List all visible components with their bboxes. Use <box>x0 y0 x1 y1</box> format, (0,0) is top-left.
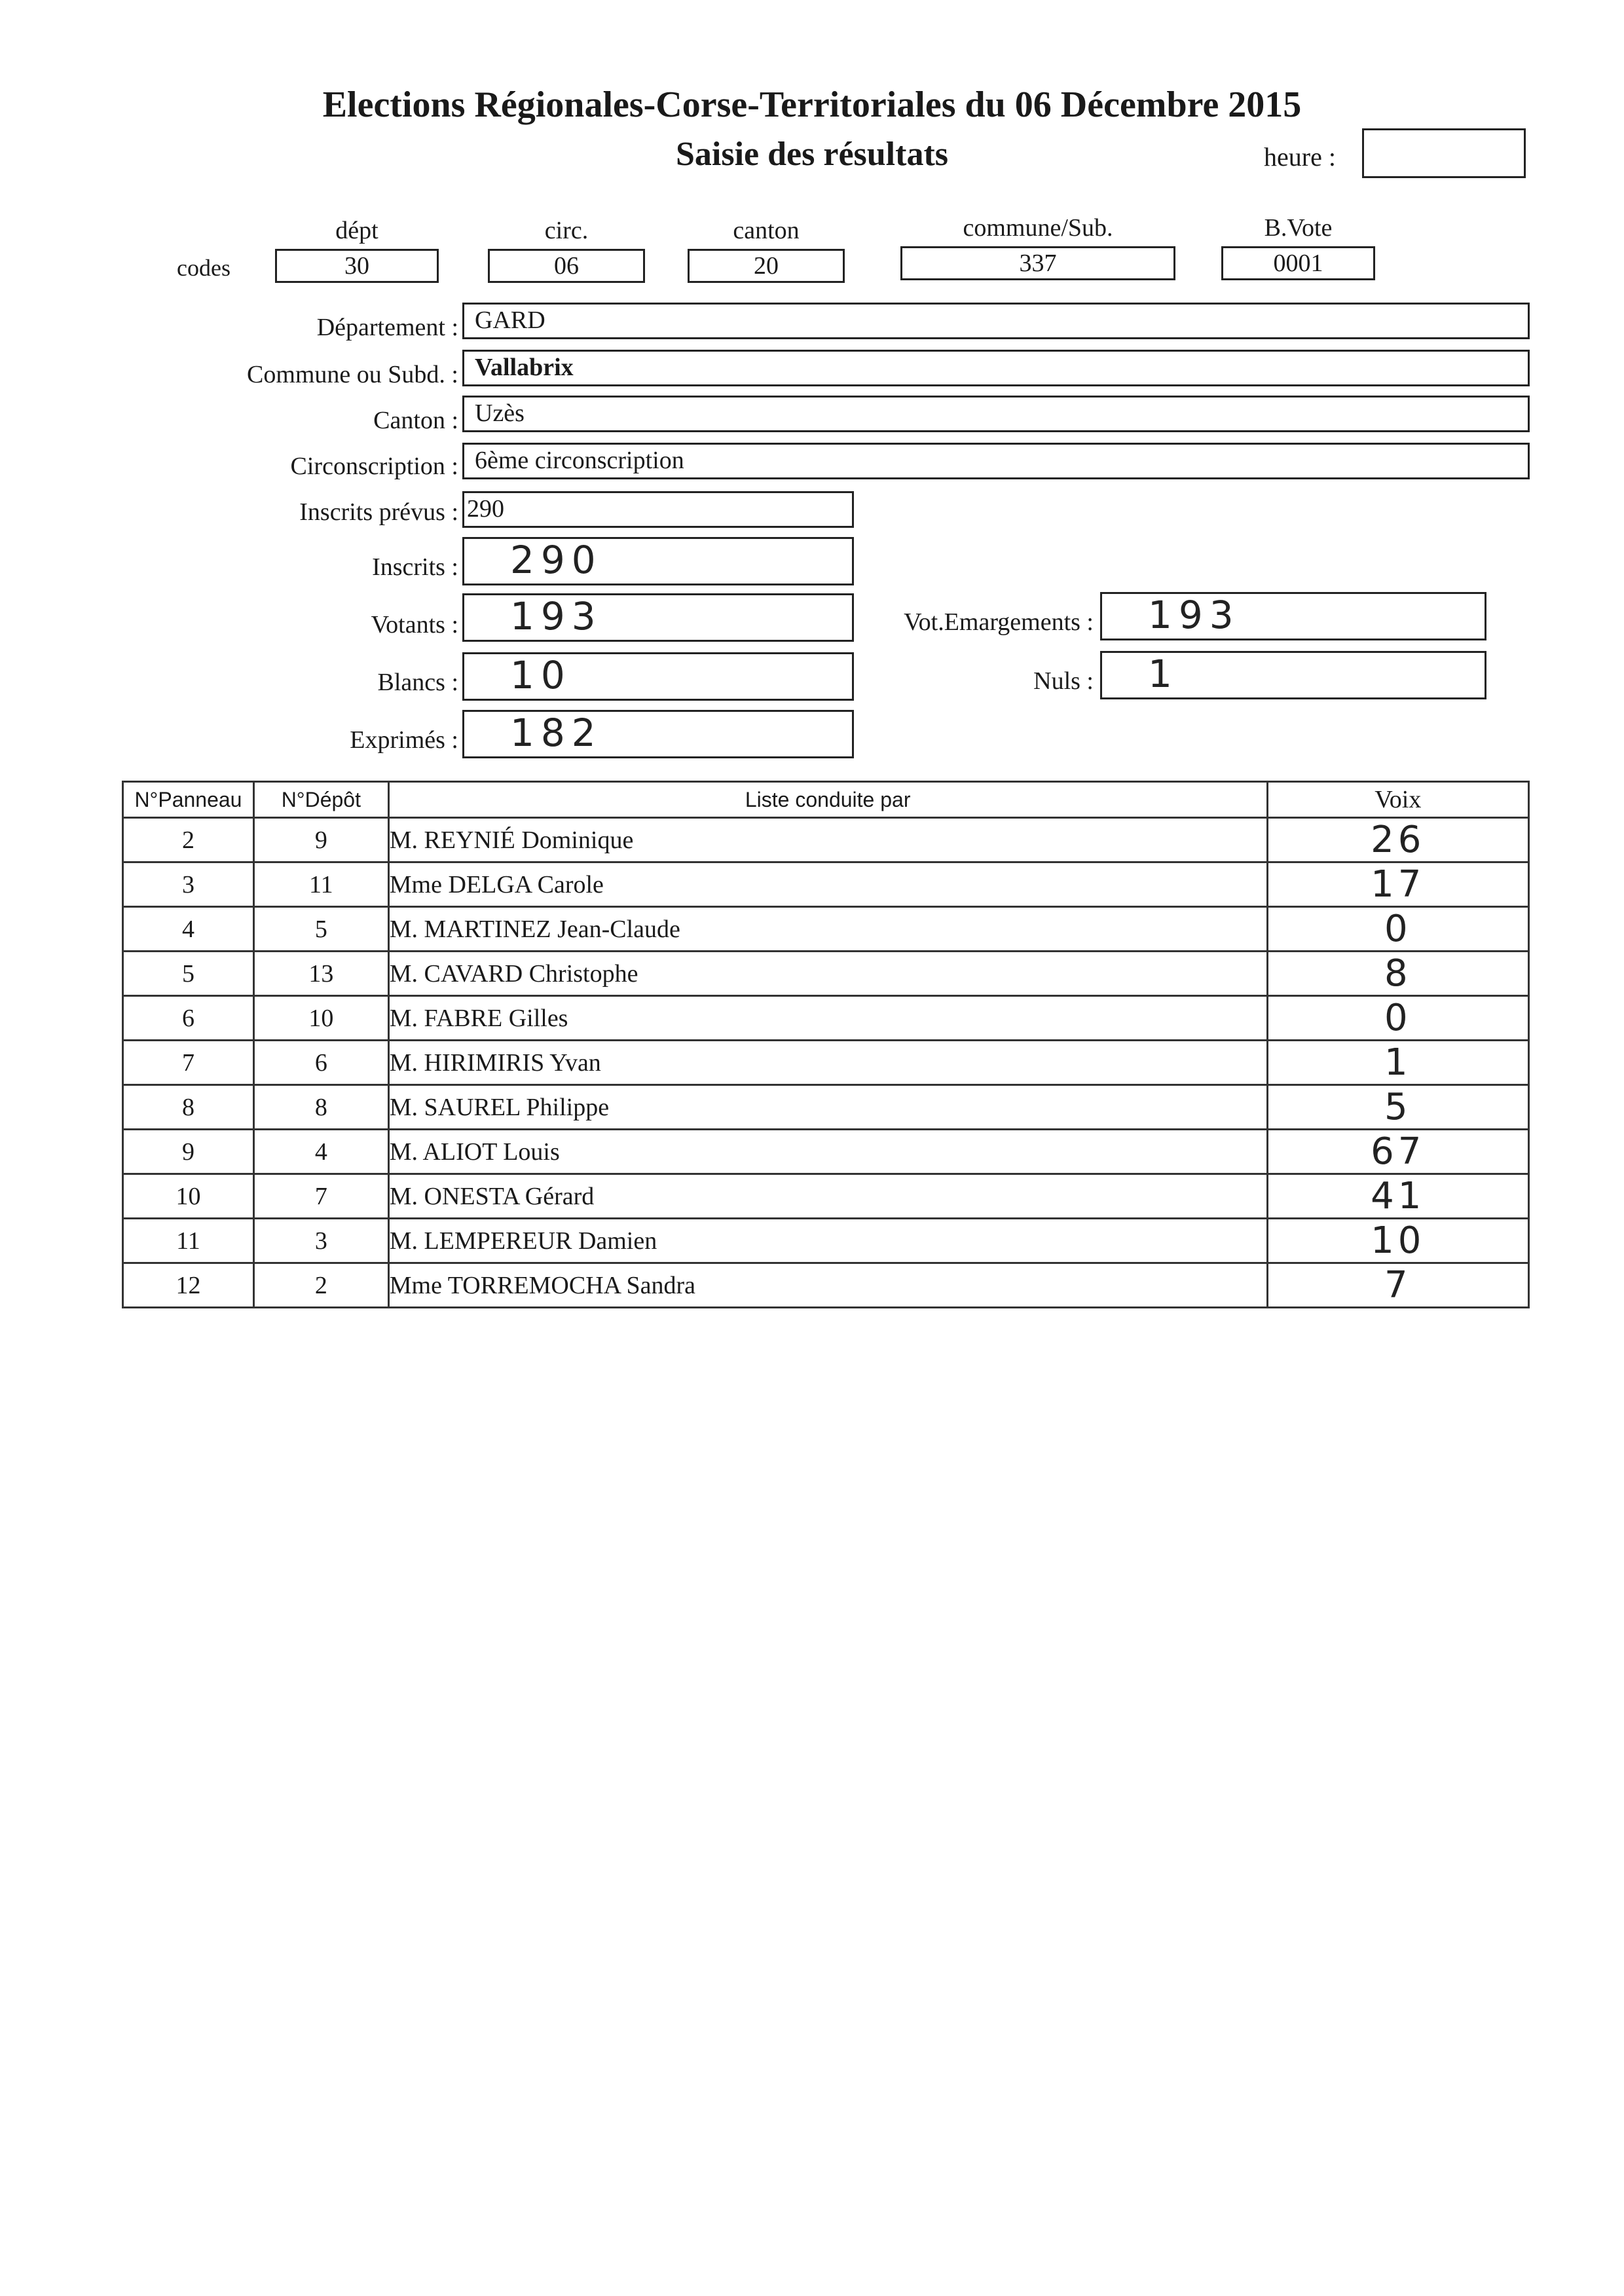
panneau-cell: 3 <box>123 862 254 907</box>
voix-cell[interactable]: 5 <box>1267 1085 1528 1130</box>
depot-cell: 5 <box>253 907 388 952</box>
liste-cell: M. SAUREL Philippe <box>388 1085 1267 1130</box>
votants-field[interactable]: 193 <box>462 593 854 642</box>
liste-cell: Mme DELGA Carole <box>388 862 1267 907</box>
voix-cell[interactable]: 26 <box>1267 818 1528 862</box>
voix-cell[interactable]: 1 <box>1267 1041 1528 1085</box>
heure-field[interactable] <box>1362 128 1526 178</box>
circonscription-label: Circonscription : <box>290 453 458 480</box>
inscrits-prevus-field[interactable]: 290 <box>462 491 854 528</box>
voix-cell[interactable]: 10 <box>1267 1219 1528 1263</box>
commune-code-label: commune/Sub. <box>963 214 1113 242</box>
blancs-field[interactable]: 10 <box>462 652 854 701</box>
vot-emargements-label: Vot.Emargements : <box>904 608 1094 636</box>
liste-column-header: Liste conduite par <box>388 782 1267 818</box>
voix-cell[interactable]: 17 <box>1267 862 1528 907</box>
panneau-cell: 10 <box>123 1174 254 1219</box>
canton-label: Canton : <box>373 407 458 434</box>
circ-code-field[interactable]: 06 <box>488 249 645 283</box>
liste-cell: Mme TORREMOCHA Sandra <box>388 1263 1267 1308</box>
commune-label: Commune ou Subd. : <box>246 361 458 388</box>
depot-cell: 2 <box>253 1263 388 1308</box>
table-row <box>123 952 1529 996</box>
liste-cell: M. ALIOT Louis <box>388 1130 1267 1174</box>
bvote-code-label: B.Vote <box>1264 214 1333 242</box>
exprimes-label: Exprimés : <box>350 726 458 754</box>
table-row <box>123 1130 1529 1174</box>
table-row <box>123 818 1529 862</box>
liste-cell: M. REYNIÉ Dominique <box>388 818 1267 862</box>
liste-cell: M. HIRIMIRIS Yvan <box>388 1041 1267 1085</box>
table-row <box>123 1263 1529 1308</box>
table-row <box>123 1085 1529 1130</box>
panneau-cell: 7 <box>123 1041 254 1085</box>
table-row <box>123 1219 1529 1263</box>
liste-cell: M. LEMPEREUR Damien <box>388 1219 1267 1263</box>
panneau-cell: 2 <box>123 818 254 862</box>
document-title: Elections Régionales-Corse-Territoriales du 06 Décembre 2015 <box>322 84 1302 125</box>
dept-code-label: dépt <box>335 217 378 244</box>
canton-code-field[interactable]: 20 <box>688 249 845 283</box>
depot-cell: 9 <box>253 818 388 862</box>
voix-cell[interactable]: 0 <box>1267 996 1528 1041</box>
table-row <box>123 907 1529 952</box>
exprimes-field[interactable]: 182 <box>462 710 854 758</box>
inscrits-field[interactable]: 290 <box>462 537 854 585</box>
depot-cell: 10 <box>253 996 388 1041</box>
panneau-cell: 4 <box>123 907 254 952</box>
depot-cell: 13 <box>253 952 388 996</box>
votants-label: Votants : <box>371 611 458 639</box>
panneau-cell: 6 <box>123 996 254 1041</box>
panneau-cell: 5 <box>123 952 254 996</box>
results-header-row <box>123 782 1529 818</box>
inscrits-prevus-label: Inscrits prévus : <box>299 498 458 526</box>
panneau-cell: 8 <box>123 1085 254 1130</box>
depot-cell: 11 <box>253 862 388 907</box>
depot-cell: 6 <box>253 1041 388 1085</box>
inscrits-label: Inscrits : <box>372 553 458 581</box>
canton-code-label: canton <box>733 217 800 244</box>
departement-label: Département : <box>316 314 458 341</box>
nuls-field[interactable]: 1 <box>1100 651 1486 699</box>
nuls-label: Nuls : <box>1033 667 1094 695</box>
bvote-code-field[interactable]: 0001 <box>1221 246 1375 280</box>
depot-column-header: N°Dépôt <box>253 782 388 818</box>
commune-field[interactable]: Vallabrix <box>462 350 1530 386</box>
depot-cell: 8 <box>253 1085 388 1130</box>
table-row <box>123 1174 1529 1219</box>
voix-cell[interactable]: 0 <box>1267 907 1528 952</box>
panneau-cell: 12 <box>123 1263 254 1308</box>
canton-field[interactable]: Uzès <box>462 396 1530 432</box>
panneau-column-header: N°Panneau <box>123 782 254 818</box>
table-row <box>123 1041 1529 1085</box>
liste-cell: M. FABRE Gilles <box>388 996 1267 1041</box>
liste-cell: M. ONESTA Gérard <box>388 1174 1267 1219</box>
table-row <box>123 862 1529 907</box>
panneau-cell: 11 <box>123 1219 254 1263</box>
depot-cell: 4 <box>253 1130 388 1174</box>
depot-cell: 7 <box>253 1174 388 1219</box>
depot-cell: 3 <box>253 1219 388 1263</box>
voix-cell[interactable]: 67 <box>1267 1130 1528 1174</box>
results-table <box>122 781 1530 1308</box>
voix-column-header: Voix <box>1267 782 1528 818</box>
departement-field[interactable]: GARD <box>462 303 1530 339</box>
liste-cell: M. CAVARD Christophe <box>388 952 1267 996</box>
document-subtitle: Saisie des résultats <box>676 136 948 173</box>
voix-cell[interactable]: 8 <box>1267 952 1528 996</box>
circonscription-field[interactable]: 6ème circonscription <box>462 443 1530 479</box>
panneau-cell: 9 <box>123 1130 254 1174</box>
voix-cell[interactable]: 41 <box>1267 1174 1528 1219</box>
heure-label: heure : <box>1264 142 1336 172</box>
liste-cell: M. MARTINEZ Jean-Claude <box>388 907 1267 952</box>
blancs-label: Blancs : <box>377 669 458 696</box>
commune-code-field[interactable]: 337 <box>900 246 1175 280</box>
table-row <box>123 996 1529 1041</box>
vot-emargements-field[interactable]: 193 <box>1100 592 1486 640</box>
voix-cell[interactable]: 7 <box>1267 1263 1528 1308</box>
codes-label: codes <box>177 255 231 281</box>
dept-code-field[interactable]: 30 <box>275 249 439 283</box>
circ-code-label: circ. <box>544 217 589 244</box>
